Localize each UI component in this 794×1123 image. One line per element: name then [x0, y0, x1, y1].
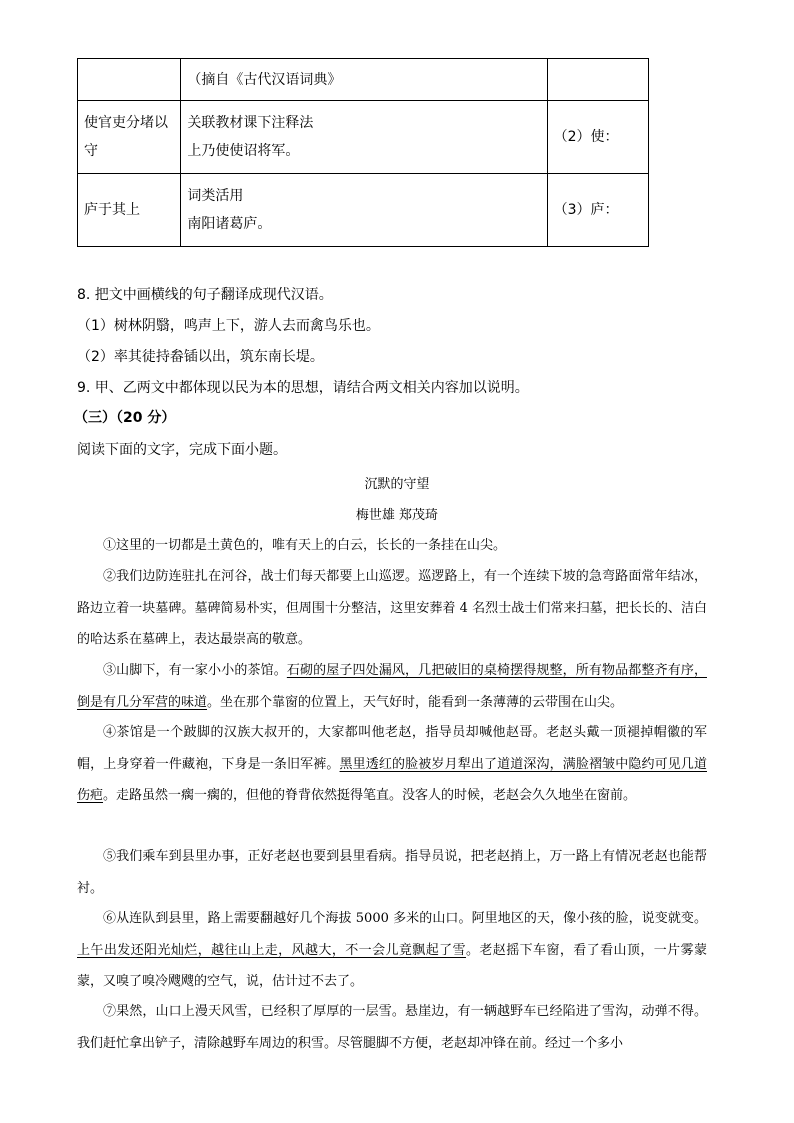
question-8-1: （1）树林阴翳，鸣声上下，游人去而禽鸟乐也。 [77, 318, 380, 334]
paragraph-1: ①这里的一切都是土黄色的，唯有天上的白云，长长的一条挂在山尖。 [103, 538, 507, 553]
paragraph-6-text: ⑥从连队到县里，路上需要翻越好几个海拔 5000 多米的山口。阿里地区的天，像小孩的脸，说变就变。 [103, 911, 707, 926]
paragraph-4-text: 。走路虽然一瘸一瘸的，但他的脊背依然挺得笔直。没客人的时候，老赵会久久地坐在窗前。 [103, 788, 637, 803]
table-row [78, 174, 649, 247]
table-cell-answer [547, 59, 648, 101]
paragraph-3-text: ③山脚下，有一家小小的茶馆。 [103, 663, 287, 678]
method-example: 上乃使使诏将军。 [187, 143, 300, 159]
table-cell-method [181, 59, 547, 101]
paragraph-2: ②我们边防连驻扎在河谷，战士们每天都要上山巡逻。巡逻路上，有一个连续下坡的急弯路面常年结冰，路边立着一块墓碑。墓碑简易朴实，但周围十分整洁，这里安葬着 4 名烈士战士们常来扫墓，把长长的、洁白的哈达系在墓碑上，表达最崇高的敬意。 [77, 569, 707, 647]
table-cell-method [181, 174, 547, 247]
method-label: 关联教材课下注释法 [187, 115, 314, 131]
method-example: 南阳诸葛庐。 [187, 216, 272, 232]
question-8-2: （2）率其徒持畚锸以出，筑东南长堤。 [77, 349, 324, 365]
paragraph-4-text: ④茶馆是一个跛脚的汉族大叔开的，大家都叫他老赵，指导员却喊他赵哥。老赵头戴一顶褪掉帽徽的军帽，上身穿着一件藏袍，下身是一条旧军裤。 [77, 725, 707, 772]
table-row [78, 59, 649, 101]
table-cell-method [181, 101, 547, 174]
reading-instruction: 阅读下面的文字，完成下面小题。 [77, 442, 287, 458]
table-cell-word [78, 59, 181, 101]
paragraph-4 [77, 717, 707, 812]
underlined-sentence: 黑里透红的脸被岁月犁出了道道深沟，满脸褶皱中隐约可见几道伤疤 [77, 756, 707, 803]
method-label: 词类活用 [187, 188, 244, 204]
table-cell-answer: （3）庐： [547, 174, 648, 247]
paragraph-7: ⑦果然，山口上漫天风雪，已经积了厚厚的一层雪。悬崖边，有一辆越野车已经陷进了雪沟，动弹不得。我们赶忙拿出铲子，清除越野车周边的积雪。尽管腿脚不方便，老赵却冲锋在前。经过一个多小 [77, 1004, 707, 1051]
question-9: 9. 甲、乙两文中都体现以民为本的思想，请结合两文相关内容加以说明。 [77, 380, 529, 396]
table-cell-source: （摘自《古代汉语词典》 [187, 71, 342, 88]
question-8: 8. 把文中画横线的句子翻译成现代汉语。 [77, 287, 333, 303]
section-heading: （三）（20 分） [74, 410, 176, 426]
table-cell-answer: （2）使： [547, 101, 648, 174]
article-authors: 梅世雄 郑茂琦 [355, 508, 439, 523]
paragraph-3-text: 。坐在那个靠窗的位置上，天气好时，能看到一条薄薄的云带围在山尖。 [207, 694, 624, 710]
table-cell-word: 庐于其上 [78, 174, 181, 247]
paragraph-6-text: 。老赵摇下车窗，看了看山顶，一片雾蒙蒙，又嗅了嗅冷飕飕的空气，说，估计过不去了。 [77, 942, 707, 989]
underlined-sentence: 上午出发还阳光灿烂，越往山上走，风越大，不一会儿竟飘起了雪 [77, 942, 466, 958]
table-row [78, 101, 649, 174]
vocab-table [77, 58, 649, 247]
paragraph-6 [77, 903, 707, 998]
paragraph-5: ⑤我们乘车到县里办事，正好老赵也要到县里看病。指导员说，把老赵捎上，万一路上有情况老赵也能帮衬。 [77, 849, 707, 896]
table-cell-word: 使官吏分堵以守 [78, 101, 181, 174]
article-title: 沉默的守望 [364, 477, 430, 492]
underlined-sentence: 石砌的屋子四处漏风，几把破旧的桌椅摆得规整，所有物品都整齐有序，倒是有几分军营的味道 [77, 663, 707, 710]
paragraph-3 [77, 655, 707, 718]
